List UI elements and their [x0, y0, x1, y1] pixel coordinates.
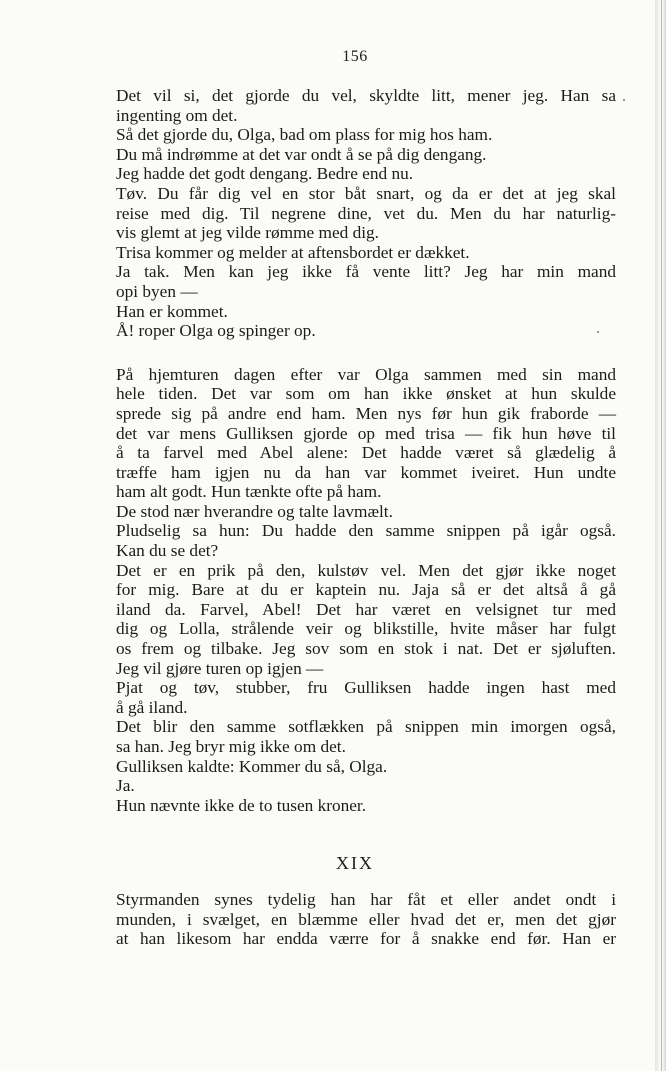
- text-line: træffe ham igjen nu da han var kommet iveiret. Hun undte: [116, 462, 616, 482]
- text-line: Så det gjorde du, Olga, bad om plass for mig hos ham.: [116, 125, 493, 145]
- text-line: at han likesom har endda værre for å snakke end før. Han er: [116, 929, 616, 949]
- text-line: Å! roper Olga og spinger op.: [116, 321, 316, 341]
- text-line: Kan du se det?: [116, 541, 219, 561]
- paragraph-gap: [116, 341, 616, 365]
- text-line: Det er en prik på den, kulstøv vel. Men det gjør ikke noget: [116, 560, 616, 580]
- text-line: ingenting om det.: [116, 105, 238, 125]
- text-line: Det vil si, det gjorde du vel, skyldte litt, mener jeg. Han sa: [116, 86, 616, 105]
- text-line: å ta farvel med Abel alene: Det hadde været så glædelig å: [116, 443, 616, 463]
- page-number: 156: [342, 48, 368, 65]
- text-line: Gulliksen kaldte: Kommer du så, Olga.: [116, 756, 388, 776]
- text-line: Styrmanden synes tydelig han har fåt et eller andet ondt i: [116, 890, 616, 909]
- text-line: Trisa kommer og melder at aftensbordet er dækket.: [116, 242, 470, 262]
- text-line: munden, i svælget, en blæmme eller hvad det er, men det gjør: [116, 909, 616, 929]
- text-line: Ja.: [116, 776, 135, 796]
- text-line: det var mens Gulliksen gjorde op med trisa — fik hun høve til: [116, 423, 616, 443]
- speck: [623, 99, 625, 101]
- text-line: opi byen —: [116, 281, 198, 301]
- text-line: å gå iland.: [116, 697, 188, 717]
- text-line: Hun nævnte ikke de to tusen kroner.: [116, 795, 367, 815]
- text-line: dig og Lolla, strålende veir og blikstille, hvite måser har fulgt: [116, 619, 616, 639]
- text-line: På hjemturen dagen efter var Olga sammen med sin mand: [116, 364, 616, 384]
- text-line: vis glemt at jeg vilde rømme med dig.: [116, 223, 380, 243]
- speck: [597, 331, 599, 333]
- text-line: iland da. Farvel, Abel! Det har været en velsignet tur med: [116, 599, 616, 619]
- text-line: sprede sig på andre end ham. Men nys før hun gik fraborde —: [116, 403, 616, 423]
- text-line: sa han. Jeg bryr mig ikke om det.: [116, 737, 346, 756]
- body-text: [116, 86, 616, 815]
- chapter-heading: XIX: [336, 853, 374, 873]
- text-line: De stod nær hverandre og talte lavmælt.: [116, 501, 393, 521]
- text-line: Du må indrømme at det var ondt å se på dig dengang.: [116, 144, 487, 164]
- text-line: Det blir den samme sotflækken på snippen min imorgen også,: [116, 717, 616, 737]
- text-line: Pludselig sa hun: Du hadde den samme snippen på igår også.: [116, 521, 616, 541]
- text-line: reise med dig. Til negrene dine, vet du. Men du har naturlig-: [116, 203, 616, 223]
- chapter-text: [116, 890, 616, 949]
- text-line: Tøv. Du får dig vel en stor båt snart, og da er det at jeg skal: [116, 183, 616, 203]
- text-line: Jeg hadde det godt dengang. Bedre end nu.: [116, 164, 414, 184]
- text-line: os frem og tilbake. Jeg sov som en stok i nat. Det er sjøluften.: [116, 639, 616, 659]
- text-line: for mig. Bare at du er kaptein nu. Jaja så er det altså å gå: [116, 580, 616, 600]
- text-line: Jeg vil gjøre turen op igjen —: [116, 658, 324, 678]
- text-line: hele tiden. Det var som om han ikke ønsket at hun skulde: [116, 384, 616, 404]
- page-edge-line: [661, 0, 662, 1071]
- text-line: Ja tak. Men kan jeg ikke få vente litt? Jeg har min mand: [116, 262, 616, 282]
- text-line: Pjat og tøv, stubber, fru Gulliksen hadde ingen hast med: [116, 678, 616, 698]
- text-line: Han er kommet.: [116, 301, 228, 321]
- text-line: ham alt godt. Hun tænkte ofte på ham.: [116, 482, 382, 502]
